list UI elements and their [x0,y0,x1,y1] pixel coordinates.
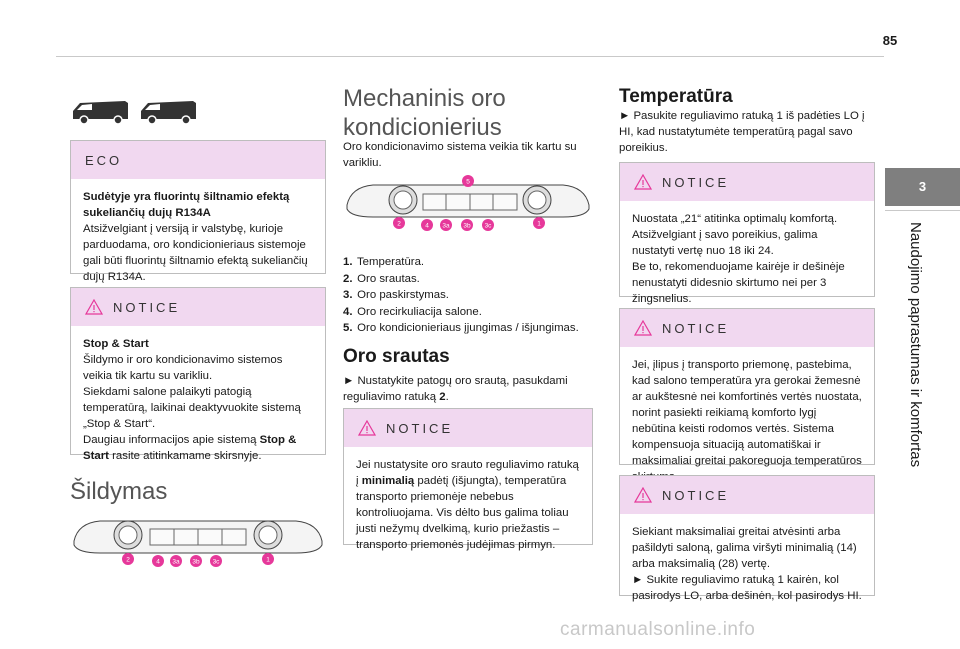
list-item: 3. Oro paskirstymas. [343,289,449,301]
callout-label: 4 [425,222,429,230]
temperature-notice-1 [619,162,875,305]
callout-label: 3a [172,558,180,566]
airflow-heading: Oro srautas [343,346,450,367]
temperature-heading: Temperatūra [619,86,733,107]
notice-header: NOTICE [344,409,592,447]
eco-box [70,140,326,283]
notice-text: Šildymo ir oro kondicionavimo sistemos veikia tik kartu su varikliu. [83,354,283,382]
list-item: 5. Oro kondicionieriaus įjungimas / išjungimas. [343,322,579,334]
control-list [343,254,598,337]
warning-icon [85,299,103,315]
notice-text: Siekdami salone palaikyti patogią temperatūrą, laikinai deaktyvuokite sistemą „Stop & Start“. [83,386,301,430]
notice-header: NOTICE [620,163,874,201]
side-tab-rule [885,210,960,211]
callout-label: 2 [397,220,401,228]
notice-text: Siekiant maksimaliai greitai atvėsinti arba pašildyti saloną, galima viršyti minimalią (14) arba maksimalią (28) vertę. [632,526,857,570]
stop-start-notice [70,287,326,462]
heating-heading: Šildymas [70,478,168,505]
callout-label: 1 [537,220,541,228]
notice-header: NOTICE [620,476,874,514]
callout-label: 4 [156,558,160,566]
callout-label: 5 [466,178,470,186]
callout-label: 1 [266,556,270,564]
van-icons [70,97,200,127]
notice-text: Jei, įlipus į transporto priemonę, pastebima, kad salono temperatūra yra gerokai žemesnė ar aukštesnė nei komfortinės vertės nuostata, norint pasiekti reikiamą komforto lygį nebūtina keisti rodomos vertės. Sistema kompensuoja situaciją automatiškai ir maksimaliai greitai pakoreguoja temperatūros [632,359,862,467]
notice-text: ► Sukite reguliavimo ratuką 1 kairėn, kol pasirodys LO, arba dešinėn, kol pasirodys HI. [632,574,862,602]
temperature-notice-3 [619,475,875,602]
list-item: 2. Oro srautas. [343,272,420,285]
watermark: carmanualsonline.info [560,619,756,640]
notice-text: Nuostata „21“ atitinka optimalų komfortą. Atsižvelgiant į savo poreikius, galima nustatyti vertę nuo 18 iki 24. [632,213,838,257]
notice-text: Jei nustatysite oro srauto reguliavimo ratuką į minimalią padėtį (išjungta), temperatūra transporto priemonėje nebebus kontroliuojama. Vis dėlto bus galima toliau justi nežymų dvelkimą, kurio priežastis – transporto priemonės judėjimas pirmyn. [356,459,579,551]
warning-icon [634,174,652,190]
top-rule [56,56,884,57]
warning-icon [358,420,376,436]
notice-title: Stop & Start [83,338,149,350]
notice-text: Be to, rekomenduojame kairėje ir dešinėje nenustatyti didesnio skirtumo nei per 3 žingsnelius. [632,261,845,305]
eco-box-text: Atsižvelgiant į versiją ir valstybę, kurioje parduodama, oro kondicionieriaus sistemoje gali būti fluorintų šiltnamio efektą sukeliančių dujų R134A. [83,223,308,283]
side-tab-number: 3 [885,168,960,206]
van-icon-2 [141,101,196,124]
warning-icon [634,320,652,336]
airflow-instruction: ► Nustatykite patogų oro srautą, pasukdami reguliavimo ratuką 2. [343,375,568,403]
callout-label: 3c [484,222,492,230]
callout-label: 3b [192,558,200,566]
ac-intro: Oro kondicionavimo sistema veikia tik kartu su varikliu. [343,141,577,169]
list-item: 1. Temperatūra. [343,256,425,268]
control-panel-illustration [70,515,326,570]
van-icon [73,101,128,124]
callout-label: 3a [442,222,450,230]
list-item: 4. Oro recirkuliacija salone. [343,305,482,318]
temperature-instruction: ► Pasukite reguliavimo ratuką 1 iš padėties LO į HI, kad nustatytumėte temperatūrą pagal savo poreikius. [619,110,865,154]
warning-icon [634,487,652,503]
side-tab-label: Naudojimo paprastumas ir komfortas [907,222,924,468]
notice-header: NOTICE [71,288,325,326]
page-number: 85 [882,33,898,48]
temperature-notice-2 [619,308,875,465]
notice-header: NOTICE [620,309,874,347]
notice-text: Daugiau informacijos apie sistemą Stop & Start rasite atitinkamame skirsnyje. [83,434,297,462]
control-panel-illustration [343,175,593,235]
ac-heading: Mechaninis oro kondicionierius [343,85,506,141]
eco-box-header: ECO [71,141,325,179]
eco-box-title: Sudėtyje yra fluorintų šiltnamio efektą sukeliančių dujų R134A [83,191,290,219]
callout-label: 3c [212,558,220,566]
callout-label: 2 [126,556,130,564]
callout-label: 3b [463,222,471,230]
airflow-notice [343,408,593,551]
